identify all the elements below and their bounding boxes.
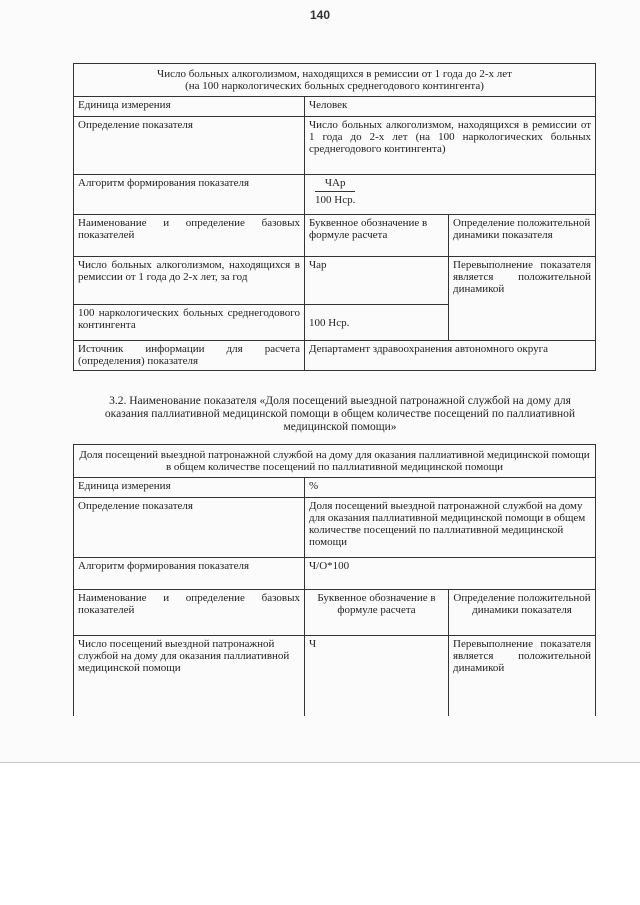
algorithm-fraction	[315, 177, 355, 206]
table2-row1-symbol: Ч	[305, 636, 449, 716]
table1-row2-name: 100 наркологических больных среднегодового контингента	[74, 305, 305, 341]
table1-unit-label: Единица измерения	[74, 97, 305, 117]
table1-row1-name: Число больных алкоголизмом, находящихся в ремиссии от 1 года до 2-х лет, за год	[74, 257, 305, 305]
table1-base-label: Наименование и определение базовых показателей	[74, 215, 305, 257]
fraction-denominator: 100 Нср.	[315, 194, 356, 206]
table2-base-label: Наименование и определение базовых показателей	[74, 590, 305, 636]
fraction-numerator: ЧАр	[315, 177, 355, 192]
table2-unit-value: %	[305, 478, 596, 498]
table1-title	[74, 64, 596, 97]
table1-symbol-header: Буквенное обозначение в формуле расчета	[305, 215, 449, 257]
table1-title-line2: (на 100 наркологических больных среднегодового контингента)	[185, 80, 484, 92]
section-heading: 3.2. Наименование показателя «Доля посещений выездной патронажной службой на дому для оказания паллиативной медицинской помощи в общем количестве посещений по паллиативной медицинской помощи»	[104, 395, 576, 433]
indicator-table-2	[73, 444, 596, 716]
table1-dynamics-header: Определение положительной динамики показателя	[449, 215, 596, 257]
table2-definition-value: Доля посещений выездной патронажной службой на дому для оказания паллиативной медицинской помощи в общем количестве посещений по паллиативной медицинской помощи	[305, 498, 596, 558]
table2-definition-label: Определение показателя	[74, 498, 305, 558]
table1-row1-symbol: Чар	[305, 257, 449, 305]
table1-definition-value: Число больных алкоголизмом, находящихся в ремиссии от 1 года до 2-х лет (на 100 наркологических больных среднегодового контингента)	[305, 117, 596, 175]
table1-unit-value: Человек	[305, 97, 596, 117]
table2-algorithm-value: Ч/О*100	[305, 558, 596, 590]
table1-source-label: Источник информации для расчета (определения) показателя	[74, 341, 305, 371]
table2-dynamics-header: Определение положительной динамики показателя	[449, 590, 596, 636]
page-number: 140	[309, 8, 331, 22]
table2-title: Доля посещений выездной патронажной службой на дому для оказания паллиативной медицинской помощи в общем количестве посещений по паллиативной медицинской помощи	[74, 445, 596, 478]
table1-title-line1: Число больных алкоголизмом, находящихся в ремиссии от 1 года до 2-х лет	[157, 68, 512, 80]
table1-dynamics-value: Перевыполнение показателя является положительной динамикой	[449, 257, 596, 341]
table1-row2-symbol: 100 Нср.	[305, 305, 449, 341]
table1-algorithm-label: Алгоритм формирования показателя	[74, 175, 305, 215]
table2-unit-label: Единица измерения	[74, 478, 305, 498]
table2-algorithm-label: Алгоритм формирования показателя	[74, 558, 305, 590]
table2-row1-name: Число посещений выездной патронажной службой на дому для оказания паллиативной медицинской помощи	[74, 636, 305, 716]
table2-dynamics-value: Перевыполнение показателя является положительной динамикой	[449, 636, 596, 716]
table1-source-value: Департамент здравоохранения автономного округа	[305, 341, 596, 371]
indicator-table-1	[73, 63, 596, 371]
table2-symbol-header: Буквенное обозначение в формуле расчета	[305, 590, 449, 636]
table1-algorithm-formula	[305, 175, 596, 215]
table1-definition-label: Определение показателя	[74, 117, 305, 175]
